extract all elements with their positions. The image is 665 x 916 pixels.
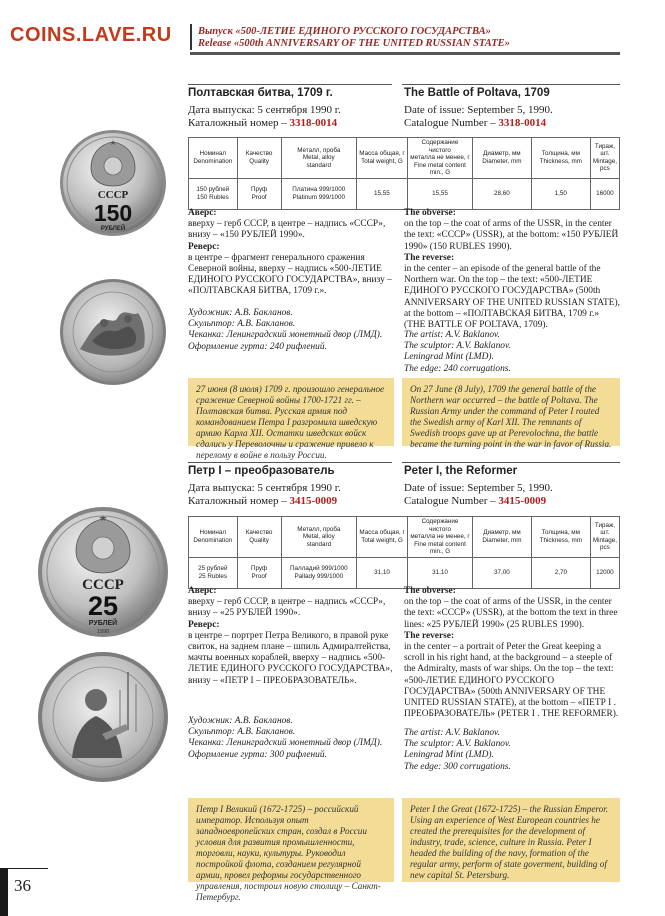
cell-weight: 15,55 xyxy=(356,178,407,209)
th-fine-metal: Содержание чистого металла не менее, г Fine metal content min., G xyxy=(407,138,472,179)
th-quality: Качество Quality xyxy=(237,517,281,558)
th-quality: Качество Quality xyxy=(237,138,281,179)
coin-obverse-150 xyxy=(58,128,168,238)
th-fine-metal: Содержание чистого металла не менее, г Fine metal content min., G xyxy=(408,517,473,558)
obverse-label-ru: Аверс: xyxy=(188,208,217,218)
coin-title-en: The Battle of Poltava, 1709 xyxy=(404,87,550,99)
obverse-text-en: on the top – the coat of arms of the USSR, in the center the text: «СССР» (USSR), at the bottom the text in three lines: «25 РУБЛЕЙ 1990» (25 RUBLES 1990). xyxy=(404,597,618,630)
th-mintage: Тираж, шт. Mintage, pcs xyxy=(590,138,619,179)
cell-denomination: 25 рублей 25 Rubles xyxy=(189,557,238,588)
credit-edge-ru: Оформление гурта: 240 рифлений. xyxy=(188,341,327,352)
cell-mintage: 16000 xyxy=(590,178,619,209)
section-rule-en xyxy=(402,462,620,463)
obverse-text-en: on the top – the coat of arms of the USSR, in the center the text: «СССР» (USSR), at the bottom: «150 РУБЛЕЙ 1990» (150 RUBLES 1990). xyxy=(404,219,619,252)
cell-quality: Пруф Proof xyxy=(237,178,281,209)
cell-metal: Палладий 999/1000 Pallady 999/1000 xyxy=(281,557,357,588)
description-en xyxy=(404,586,620,720)
issue-date-ru: Дата выпуска: 5 сентября 1990 г. xyxy=(188,104,341,116)
th-denomination: Номинал Denomination xyxy=(189,517,238,558)
catalog-number-en xyxy=(404,117,546,130)
catalog-number-en xyxy=(404,495,546,508)
credit-edge-en: The edge: 300 corrugations. xyxy=(404,761,511,772)
reverse-text-ru: в центре – фрагмент генерального сражения Северной войны, вверху – надпись «500-ЛЕТИЕ ЕДИНОГО РУССКОГО ГОСУДАРСТВА», внизу – «ПОЛТАВСКАЯ БИТВА, 1709 г.». xyxy=(188,252,392,297)
credits-ru xyxy=(188,308,393,353)
cell-quality: Пруф Proof xyxy=(237,557,281,588)
page-corner-mark xyxy=(0,868,8,916)
spec-table xyxy=(188,516,620,589)
catalog-number-ru xyxy=(188,117,337,130)
credits-en xyxy=(404,330,620,375)
credit-artist-en: The artist: A.V. Baklanov. xyxy=(404,330,500,340)
th-metal: Металл, проба Metal, alloy standard xyxy=(281,517,357,558)
th-weight: Масса общая, г Total weight, G xyxy=(356,138,407,179)
section-rule-en xyxy=(402,84,620,85)
catalog-label: Catalogue Number – xyxy=(404,495,499,507)
catalog-number: 3415-0009 xyxy=(289,495,338,507)
page-number: 36 xyxy=(14,876,31,895)
coin-title-ru: Петр I – преобразователь xyxy=(188,465,335,477)
th-mintage: Тираж, шт. Mintage, pcs xyxy=(590,517,619,558)
cell-metal: Платина 999/1000 Platinum 999/1000 xyxy=(281,178,356,209)
cell-fine-metal: 15,55 xyxy=(407,178,472,209)
credit-mint-ru: Чеканка: Ленинградский монетный двор (ЛМД). xyxy=(188,330,383,341)
coin-rubles: РУБЛЕЙ xyxy=(100,226,126,232)
header-bar xyxy=(190,52,620,55)
obverse-label-en: The obverse: xyxy=(404,208,456,218)
coin-title-en: Peter I, the Reformer xyxy=(404,465,518,477)
credit-mint-ru: Чеканка: Ленинградский монетный двор (ЛМД). xyxy=(188,738,383,749)
reverse-text-en: in the center – an episode of the general battle of the Northern war. On the top – the text: «500-ЛЕТИЕ ЕДИНОГО РУССКОГО ГОСУДАРСТВА» (500th ANNIVERSARY OF THE UNITED RUSSIAN STATE), at the bottom – «ПОЛТАВСКАЯ БИТВА, 1709 г.» (THE BATTLE OF POLTAVA, 1709). xyxy=(404,264,620,331)
cell-diameter: 37,00 xyxy=(473,557,532,588)
cell-denomination: 150 рублей 150 Rubles xyxy=(189,178,238,209)
th-metal: Металл, проба Metal, alloy standard xyxy=(281,138,356,179)
section-rule-ru xyxy=(188,462,392,463)
history-note-ru: 27 июня (8 июля) 1709 г. произошло генеральное сражение Северной войны 1700-1721 гг. – Полтавская битва. Русская армия под командованием Петра I разгромила шведскую армию Карла XII. Остатки шведских войск сдались у Переволочны и сражение привело к перелому в войне в пользу России. xyxy=(188,378,394,446)
coin-year: 1990 xyxy=(96,629,110,635)
history-note-ru: Петр I Великий (1672-1725) – российский император. Используя опыт западноевропейских стран, создал в России условия для развития промышленности, торговли, науки, культуры. Руководил постройкой флота, созданием регулярной армии, провел реформы государственного управления, построил новую столицу – Санкт-Петербург. xyxy=(188,798,394,882)
description-ru xyxy=(188,586,393,687)
catalog-label: Catalogue Number – xyxy=(404,117,499,129)
description-ru xyxy=(188,208,393,298)
section-rule-ru xyxy=(188,84,392,85)
reverse-text-ru: в центре – портрет Петра Великого, в правой руке свиток, на заднем плане – шпиль Адмиралтейства, мачты военных кораблей, вверху – надпись «500-ЛЕТИЕ ЕДИНОГО РУССКОГО ГОСУДАРСТВА», внизу – «ПЕТР I – ПРЕОБРАЗОВАТЕЛЬ». xyxy=(188,630,393,686)
spec-table xyxy=(188,137,620,210)
credit-artist-ru: Художник: А.В. Бакланов. xyxy=(188,716,293,726)
page-corner-line xyxy=(8,868,48,869)
obverse-label-ru: Аверс: xyxy=(188,586,217,596)
th-diameter: Диаметр, мм Diameter, mm xyxy=(473,517,532,558)
obverse-text-ru: вверху – герб СССР, в центре – надпись «СССР», внизу – «150 РУБЛЕЙ 1990». xyxy=(188,219,386,241)
issue-date-en: Date of issue: September 5, 1990. xyxy=(404,104,553,116)
th-weight: Масса общая, г Total weight, G xyxy=(357,517,408,558)
credit-artist-ru: Художник: А.В. Бакланов. xyxy=(188,308,293,318)
coin-obverse-25 xyxy=(36,505,170,639)
coin-reverse-peter xyxy=(36,650,170,784)
coin-rubles: РУБЛЕЙ xyxy=(88,620,118,627)
coin-title-ru: Полтавская битва, 1709 г. xyxy=(188,87,333,99)
credit-artist-en: The artist: A.V. Baklanov. xyxy=(404,728,500,738)
reverse-label-ru: Реверс: xyxy=(188,619,220,630)
coin-label: СССР xyxy=(82,577,124,593)
cell-thickness: 1,50 xyxy=(531,178,590,209)
credits-ru xyxy=(188,716,393,761)
th-diameter: Диаметр, мм Diameter, mm xyxy=(472,138,531,179)
obverse-text-ru: вверху – герб СССР, в центре – надпись «СССР», внизу – «25 РУБЛЕЙ 1990». xyxy=(188,597,386,619)
th-denomination: Номинал Denomination xyxy=(189,138,238,179)
credit-sculptor-en: The sculptor: A.V. Baklanov. xyxy=(404,739,511,750)
reverse-text-en: in the center – a portrait of Peter the Great keeping a scroll in his right hand, at the background – a steeple of the Admiralty, masts of war ships. On the top – the text: «500-ЛЕТИЕ ЕДИНОГО РУССКОГО ГОСУДАРСТВА» (500th ANNIVERSARY OF THE UNITED RUSSIAN STATE), at the bottom – «ПЕТР I . ПРЕОБРАЗОВАТЕЛЬ» (PETER I . THE REFORMER). xyxy=(404,642,619,720)
history-note-en: Peter I the Great (1672-1725) – the Russian Emperor. Using an experience of West European countries he created the prerequisites for the development of industry, trade, science, culture in Russia. Peter I headed the building of the navy, formation of the regular army, perform of state goverment, building of new capital St. Petersburg. xyxy=(402,798,620,882)
cell-mintage: 12000 xyxy=(590,557,619,588)
credits-en xyxy=(404,728,620,773)
credit-sculptor-en: The sculptor: A.V. Baklanov. xyxy=(404,341,511,352)
cell-fine-metal: 31,10 xyxy=(408,557,473,588)
header-divider xyxy=(190,24,192,50)
th-thickness: Толщина, мм Thickness, mm xyxy=(531,517,590,558)
release-title-ru: Выпуск «500-ЛЕТИЕ ЕДИНОГО РУССКОГО ГОСУДАРСТВА» xyxy=(198,26,491,37)
site-watermark: COINS.LAVE.RU xyxy=(10,24,172,46)
catalog-label: Каталожный номер – xyxy=(188,117,290,129)
credit-sculptor-ru: Скульптор: А.В. Бакланов. xyxy=(188,727,296,738)
coin-value: 25 xyxy=(87,591,119,621)
issue-date-en: Date of issue: September 5, 1990. xyxy=(404,482,553,494)
coin-reverse-poltava xyxy=(58,277,168,387)
credit-mint-en: Leningrad Mint (LMD). xyxy=(404,750,494,761)
catalog-number: 3318-0014 xyxy=(498,117,547,129)
credit-mint-en: Leningrad Mint (LMD). xyxy=(404,352,494,363)
credit-edge-en: The edge: 240 corrugations. xyxy=(404,363,511,374)
reverse-label-ru: Реверс: xyxy=(188,241,220,252)
cell-weight: 31,10 xyxy=(357,557,408,588)
reverse-label-en: The reverse: xyxy=(404,630,455,641)
cell-diameter: 28,60 xyxy=(472,178,531,209)
catalog-number: 3318-0014 xyxy=(289,117,338,129)
th-thickness: Толщина, мм Thickness, mm xyxy=(531,138,590,179)
history-note-en: On 27 June (8 July), 1709 the general battle of the Northern war occurred – the battle of Poltava. The Russian Army under the command of Peter I routed the Swedish army of Karl XII. The remnants of Swedish troops gave up at Perevolochna, the battle became the turning point in the war in favor of Russia. xyxy=(402,378,620,446)
cell-thickness: 2,70 xyxy=(531,557,590,588)
catalog-number: 3415-0009 xyxy=(498,495,547,507)
catalog-label: Каталожный номер – xyxy=(188,495,290,507)
obverse-label-en: The obverse: xyxy=(404,586,456,596)
description-en xyxy=(404,208,620,331)
credit-edge-ru: Оформление гурта: 300 рифлений. xyxy=(188,749,327,760)
catalog-number-ru xyxy=(188,495,337,508)
coin-label: СССР xyxy=(97,189,129,201)
issue-date-ru: Дата выпуска: 5 сентября 1990 г. xyxy=(188,482,341,494)
credit-sculptor-ru: Скульптор: А.В. Бакланов. xyxy=(188,319,296,330)
release-title-en: Release «500th ANNIVERSARY OF THE UNITED RUSSIAN STATE» xyxy=(198,38,510,49)
reverse-label-en: The reverse: xyxy=(404,252,455,263)
coin-value: 150 xyxy=(93,200,133,226)
